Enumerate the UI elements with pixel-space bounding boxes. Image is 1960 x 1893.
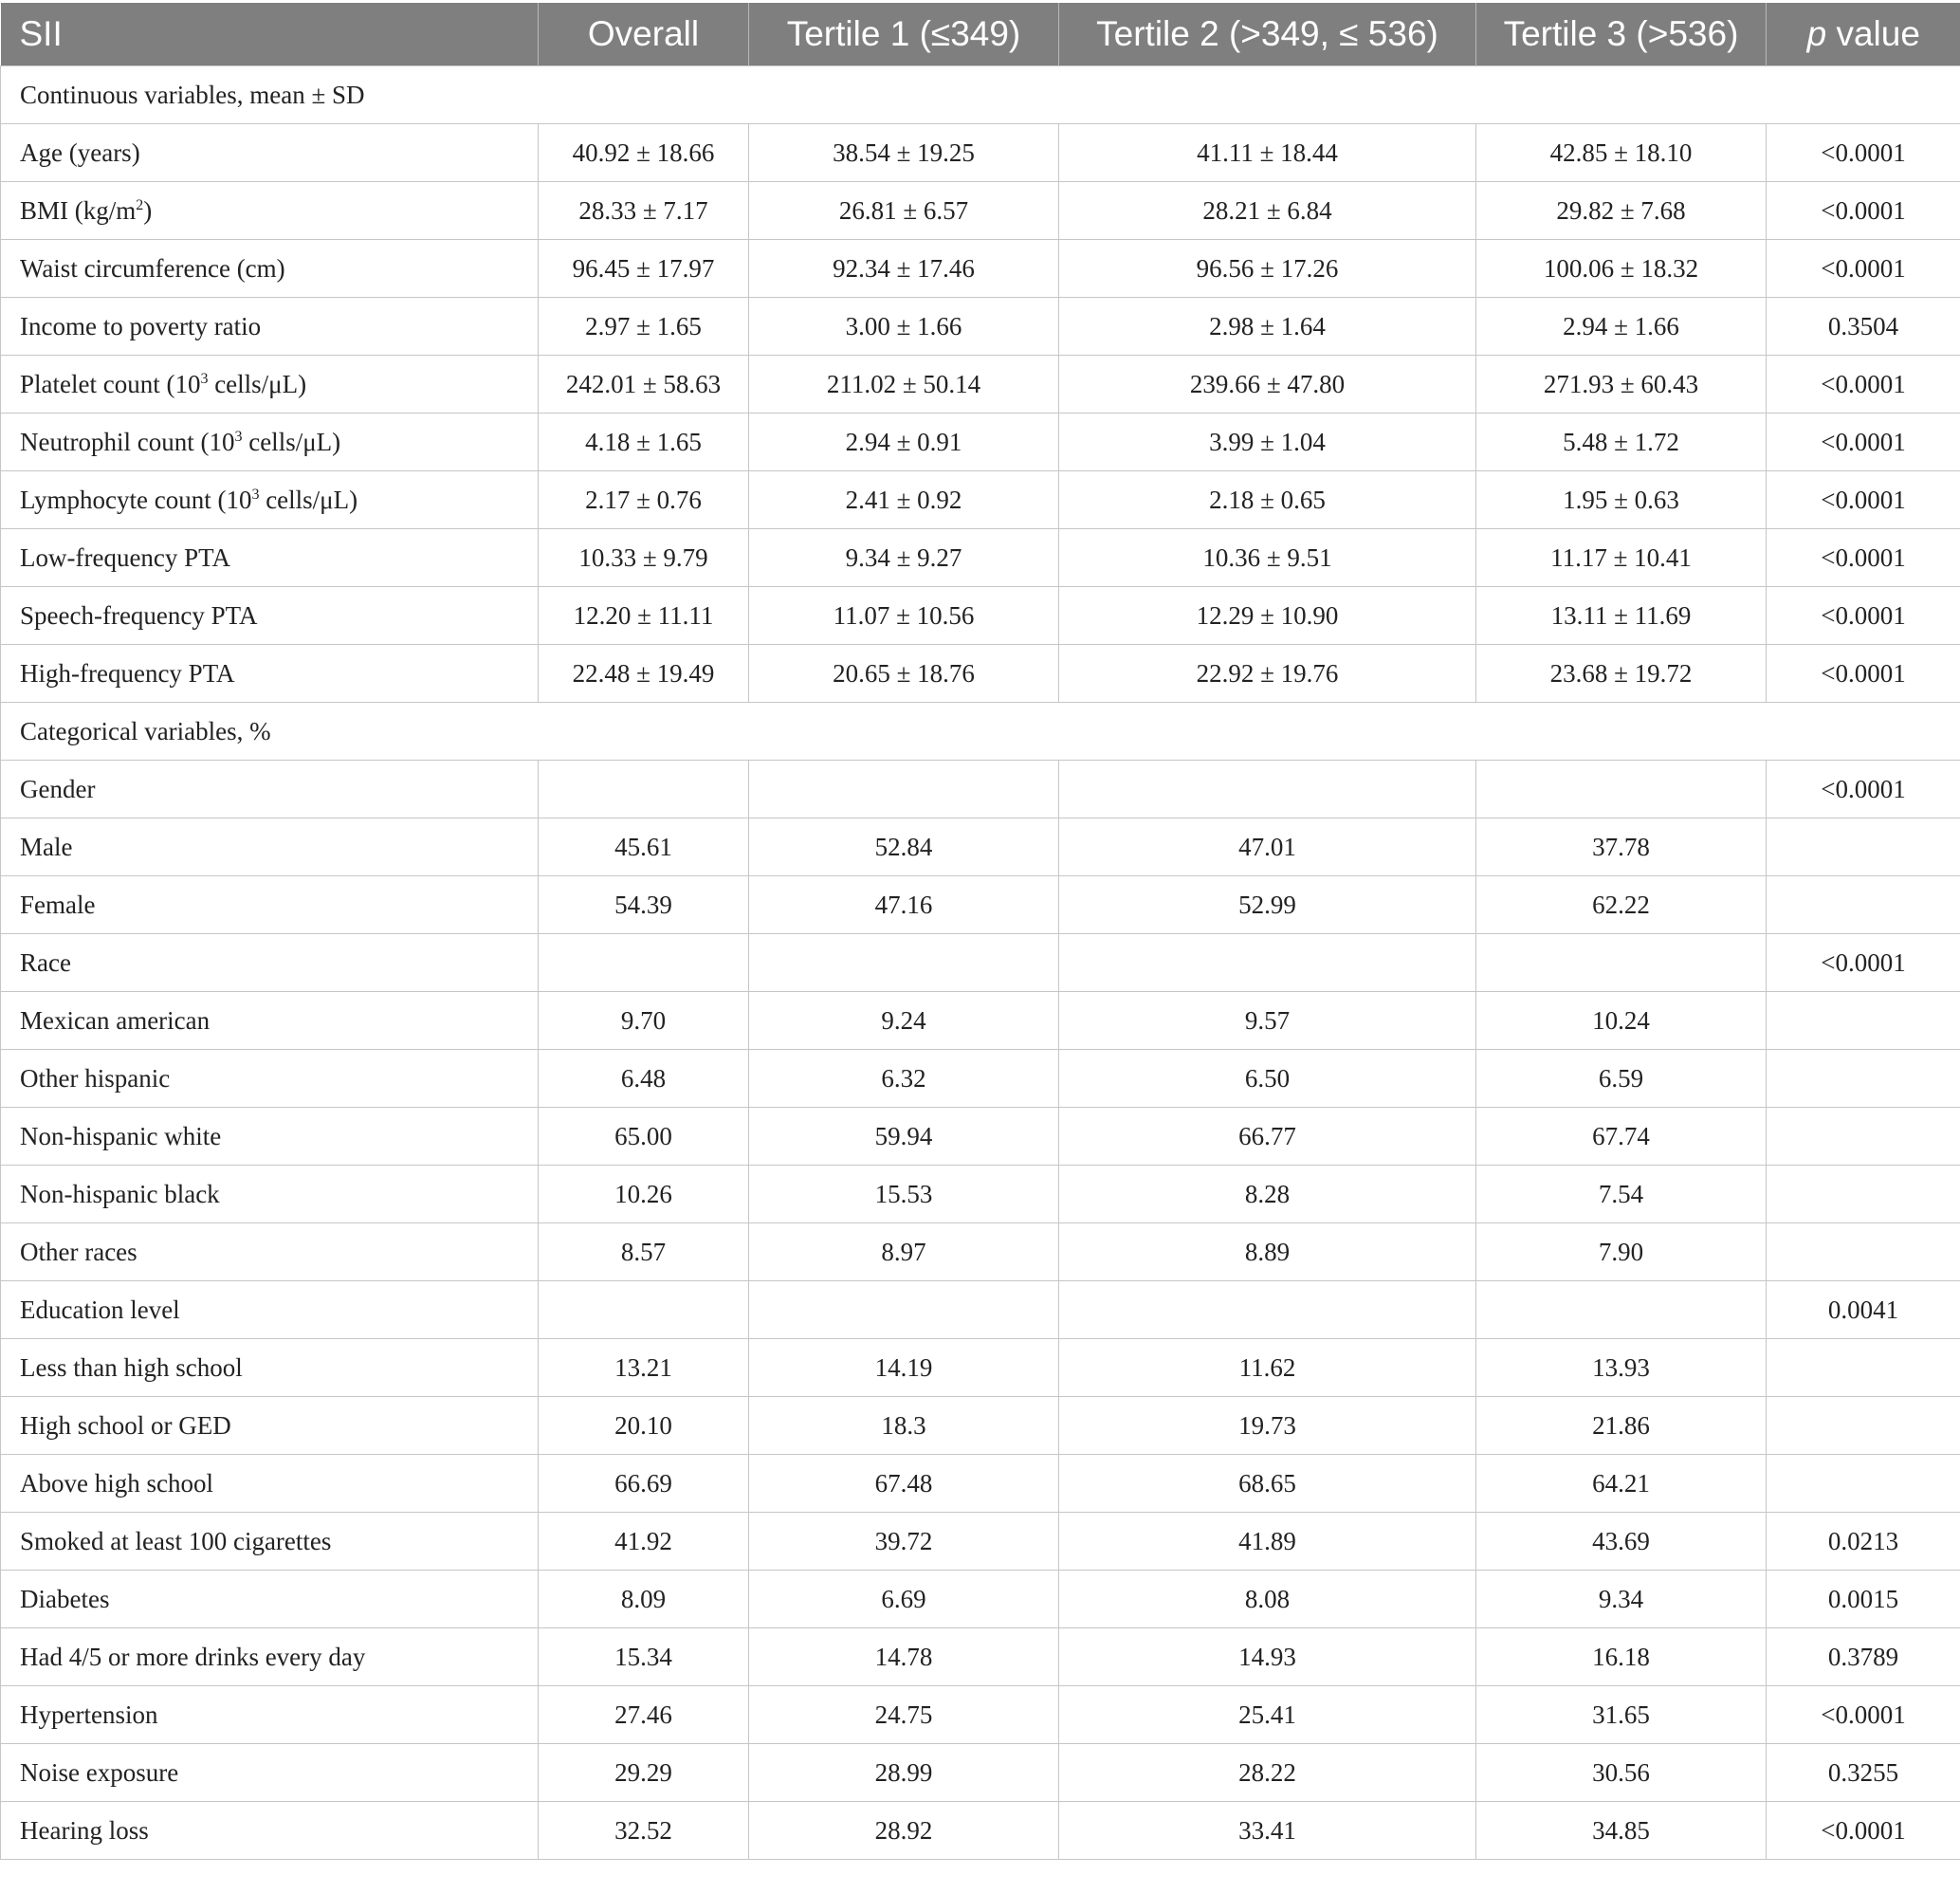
row-label-text: High school or GED: [20, 1410, 231, 1440]
row-label-text: Non-hispanic white: [20, 1121, 222, 1150]
table-row: [1, 1513, 1960, 1571]
cell-tertile-2: 6.50: [1059, 1050, 1476, 1108]
row-label-text: Income to poverty ratio: [20, 311, 262, 340]
row-label: [1, 1166, 539, 1223]
header-sii: SII: [1, 3, 539, 66]
row-label-text: Smoked at least 100 cigarettes: [20, 1526, 332, 1555]
cell-tertile-3: 13.93: [1476, 1339, 1767, 1397]
cell-overall: 65.00: [539, 1108, 749, 1166]
table-body: [1, 66, 1960, 1860]
cell-tertile-2: 47.01: [1059, 818, 1476, 876]
table-row: [1, 1166, 1960, 1223]
cell-tertile-3: 7.90: [1476, 1223, 1767, 1281]
row-label-text: Education level: [20, 1295, 180, 1324]
cell-overall: 54.39: [539, 876, 749, 934]
cell-tertile-1: 14.78: [749, 1628, 1059, 1686]
row-label: [1, 240, 539, 298]
cell-overall: 20.10: [539, 1397, 749, 1455]
cell-tertile-1: 24.75: [749, 1686, 1059, 1744]
row-label: [1, 992, 539, 1050]
cell-p-value: <0.0001: [1767, 645, 1960, 703]
cell-tertile-2: [1059, 1281, 1476, 1339]
cell-tertile-2: 41.89: [1059, 1513, 1476, 1571]
cell-tertile-3: 2.94 ± 1.66: [1476, 298, 1767, 356]
cell-tertile-1: 28.92: [749, 1802, 1059, 1860]
cell-overall: 22.48 ± 19.49: [539, 645, 749, 703]
row-label-text: Speech-frequency PTA: [20, 600, 258, 630]
cell-overall: [539, 761, 749, 818]
cell-p-value: <0.0001: [1767, 471, 1960, 529]
cell-overall: 96.45 ± 17.97: [539, 240, 749, 298]
cell-overall: 10.26: [539, 1166, 749, 1223]
row-label-text: Less than high school: [20, 1352, 243, 1382]
cell-p-value: [1767, 818, 1960, 876]
cell-tertile-2: 8.89: [1059, 1223, 1476, 1281]
row-label-text: Age (years): [20, 138, 140, 167]
cell-tertile-2: 25.41: [1059, 1686, 1476, 1744]
row-label: [1, 124, 539, 182]
cell-p-value: <0.0001: [1767, 182, 1960, 240]
row-label: [1, 818, 539, 876]
cell-overall: 242.01 ± 58.63: [539, 356, 749, 414]
cell-tertile-1: [749, 1281, 1059, 1339]
cell-p-value: [1767, 992, 1960, 1050]
row-label-superscript: 3: [200, 370, 209, 387]
cell-tertile-2: 19.73: [1059, 1397, 1476, 1455]
table-row: [1, 818, 1960, 876]
cell-tertile-1: 20.65 ± 18.76: [749, 645, 1059, 703]
cell-tertile-1: 18.3: [749, 1397, 1059, 1455]
cell-tertile-1: 28.99: [749, 1744, 1059, 1802]
row-label: [1, 182, 539, 240]
row-label-text: BMI (kg/m: [20, 195, 137, 225]
cell-p-value: <0.0001: [1767, 124, 1960, 182]
cell-p-value: <0.0001: [1767, 934, 1960, 992]
row-label-text: Race: [20, 947, 71, 977]
cell-p-value: <0.0001: [1767, 1802, 1960, 1860]
table-row: [1, 1223, 1960, 1281]
cell-tertile-3: 16.18: [1476, 1628, 1767, 1686]
cell-overall: 66.69: [539, 1455, 749, 1513]
row-label: [1, 934, 539, 992]
row-label-text: High-frequency PTA: [20, 658, 235, 688]
cell-tertile-2: 52.99: [1059, 876, 1476, 934]
row-label-text: Noise exposure: [20, 1757, 179, 1787]
row-label: [1, 529, 539, 587]
cell-p-value: <0.0001: [1767, 761, 1960, 818]
row-label-text: Hypertension: [20, 1700, 158, 1729]
cell-tertile-1: 59.94: [749, 1108, 1059, 1166]
table-row: [1, 1571, 1960, 1628]
cell-tertile-2: 12.29 ± 10.90: [1059, 587, 1476, 645]
cell-tertile-2: 3.99 ± 1.04: [1059, 414, 1476, 471]
cell-overall: 8.57: [539, 1223, 749, 1281]
section-continuous-variables-label: Continuous variables, mean ± SD: [1, 66, 1960, 124]
row-label-text: Other races: [20, 1237, 137, 1266]
cell-overall: [539, 934, 749, 992]
row-label-text: Diabetes: [20, 1584, 110, 1613]
cell-overall: 9.70: [539, 992, 749, 1050]
row-label: [1, 1744, 539, 1802]
table-row: [1, 1050, 1960, 1108]
cell-tertile-3: 271.93 ± 60.43: [1476, 356, 1767, 414]
cell-p-value: [1767, 1223, 1960, 1281]
header-p-rest: value: [1826, 14, 1920, 53]
cell-p-value: 0.3255: [1767, 1744, 1960, 1802]
cell-tertile-3: 34.85: [1476, 1802, 1767, 1860]
row-label-text: Low-frequency PTA: [20, 542, 231, 572]
row-label: [1, 1108, 539, 1166]
row-label-text: Waist circumference (cm): [20, 253, 285, 283]
cell-p-value: <0.0001: [1767, 414, 1960, 471]
cell-tertile-1: 15.53: [749, 1166, 1059, 1223]
cell-tertile-2: [1059, 761, 1476, 818]
cell-tertile-1: 6.32: [749, 1050, 1059, 1108]
row-label-text: Hearing loss: [20, 1815, 149, 1845]
cell-tertile-1: 6.69: [749, 1571, 1059, 1628]
row-label: [1, 298, 539, 356]
table-row: [1, 298, 1960, 356]
cell-overall: 27.46: [539, 1686, 749, 1744]
cell-overall: 13.21: [539, 1339, 749, 1397]
row-label: [1, 1281, 539, 1339]
cell-tertile-1: 67.48: [749, 1455, 1059, 1513]
cell-overall: 4.18 ± 1.65: [539, 414, 749, 471]
table-row: [1, 414, 1960, 471]
cell-overall: 8.09: [539, 1571, 749, 1628]
row-label: [1, 471, 539, 529]
cell-tertile-1: [749, 934, 1059, 992]
cell-tertile-1: 14.19: [749, 1339, 1059, 1397]
cell-tertile-2: 14.93: [1059, 1628, 1476, 1686]
cell-tertile-2: 28.21 ± 6.84: [1059, 182, 1476, 240]
cell-tertile-1: 47.16: [749, 876, 1059, 934]
cell-tertile-2: 239.66 ± 47.80: [1059, 356, 1476, 414]
row-label-text: Had 4/5 or more drinks every day: [20, 1642, 366, 1671]
cell-p-value: <0.0001: [1767, 1686, 1960, 1744]
cell-tertile-3: 42.85 ± 18.10: [1476, 124, 1767, 182]
row-label: [1, 1339, 539, 1397]
cell-overall: 28.33 ± 7.17: [539, 182, 749, 240]
cell-tertile-2: 11.62: [1059, 1339, 1476, 1397]
row-label: [1, 587, 539, 645]
cell-overall: 32.52: [539, 1802, 749, 1860]
row-label: [1, 1050, 539, 1108]
table-row: [1, 934, 1960, 992]
row-label: [1, 645, 539, 703]
table-row: [1, 1628, 1960, 1686]
cell-tertile-1: 9.34 ± 9.27: [749, 529, 1059, 587]
row-label: [1, 1223, 539, 1281]
cell-tertile-3: 37.78: [1476, 818, 1767, 876]
cell-overall: 45.61: [539, 818, 749, 876]
cell-tertile-1: 2.94 ± 0.91: [749, 414, 1059, 471]
table-row: [1, 471, 1960, 529]
row-label: [1, 761, 539, 818]
cell-tertile-2: 8.08: [1059, 1571, 1476, 1628]
table-row: [1, 1455, 1960, 1513]
cell-tertile-2: 33.41: [1059, 1802, 1476, 1860]
cell-overall: 40.92 ± 18.66: [539, 124, 749, 182]
row-label-text: Other hispanic: [20, 1063, 171, 1093]
cell-p-value: 0.0041: [1767, 1281, 1960, 1339]
cell-tertile-1: 26.81 ± 6.57: [749, 182, 1059, 240]
cell-tertile-2: 9.57: [1059, 992, 1476, 1050]
cell-tertile-1: 8.97: [749, 1223, 1059, 1281]
cell-overall: 41.92: [539, 1513, 749, 1571]
row-label: [1, 876, 539, 934]
cell-tertile-3: 67.74: [1476, 1108, 1767, 1166]
section-continuous-variables: [1, 66, 1960, 124]
cell-tertile-1: [749, 761, 1059, 818]
row-label: [1, 356, 539, 414]
row-label-text: Platelet count (10: [20, 369, 201, 398]
table-row: [1, 1397, 1960, 1455]
table-row: [1, 1802, 1960, 1860]
row-label: [1, 1513, 539, 1571]
cell-tertile-3: [1476, 1281, 1767, 1339]
cell-overall: [539, 1281, 749, 1339]
row-label: [1, 1455, 539, 1513]
cell-p-value: <0.0001: [1767, 240, 1960, 298]
cell-tertile-3: 9.34: [1476, 1571, 1767, 1628]
cell-tertile-3: 31.65: [1476, 1686, 1767, 1744]
cell-tertile-2: 96.56 ± 17.26: [1059, 240, 1476, 298]
section-categorical-variables: [1, 703, 1960, 761]
row-label-suffix: cells/μL): [242, 427, 341, 456]
cell-overall: 10.33 ± 9.79: [539, 529, 749, 587]
table-row: [1, 992, 1960, 1050]
cell-tertile-2: 2.98 ± 1.64: [1059, 298, 1476, 356]
table-row: [1, 356, 1960, 414]
row-label-suffix: cells/μL): [259, 485, 358, 514]
cell-p-value: [1767, 1108, 1960, 1166]
row-label-text: Female: [20, 890, 96, 919]
cell-overall: 12.20 ± 11.11: [539, 587, 749, 645]
row-label-superscript: 3: [251, 486, 260, 503]
cell-overall: 2.17 ± 0.76: [539, 471, 749, 529]
table-row: [1, 1108, 1960, 1166]
table-row: [1, 124, 1960, 182]
table-row: [1, 761, 1960, 818]
cell-tertile-3: 11.17 ± 10.41: [1476, 529, 1767, 587]
cell-tertile-1: 3.00 ± 1.66: [749, 298, 1059, 356]
cell-tertile-3: [1476, 761, 1767, 818]
cell-p-value: [1767, 1050, 1960, 1108]
header-p-letter: p: [1806, 14, 1827, 53]
row-label: [1, 1802, 539, 1860]
cell-p-value: 0.3789: [1767, 1628, 1960, 1686]
row-label-text: Neutrophil count (10: [20, 427, 235, 456]
cell-tertile-2: 66.77: [1059, 1108, 1476, 1166]
cell-overall: 2.97 ± 1.65: [539, 298, 749, 356]
table-row: [1, 182, 1960, 240]
row-label-text: Mexican american: [20, 1005, 211, 1035]
cell-tertile-2: 28.22: [1059, 1744, 1476, 1802]
table-row: [1, 1339, 1960, 1397]
table-row: [1, 529, 1960, 587]
sii-characteristics-table: [0, 3, 1960, 1860]
row-label-text: Above high school: [20, 1468, 213, 1498]
cell-tertile-3: 1.95 ± 0.63: [1476, 471, 1767, 529]
cell-tertile-1: 38.54 ± 19.25: [749, 124, 1059, 182]
cell-p-value: <0.0001: [1767, 529, 1960, 587]
cell-tertile-3: 10.24: [1476, 992, 1767, 1050]
section-categorical-variables-label: Categorical variables, %: [1, 703, 1960, 761]
row-label-suffix: ): [143, 195, 153, 225]
cell-tertile-3: 64.21: [1476, 1455, 1767, 1513]
cell-overall: 15.34: [539, 1628, 749, 1686]
cell-tertile-1: 9.24: [749, 992, 1059, 1050]
row-label: [1, 1397, 539, 1455]
cell-tertile-1: 211.02 ± 50.14: [749, 356, 1059, 414]
cell-tertile-1: 39.72: [749, 1513, 1059, 1571]
cell-tertile-2: [1059, 934, 1476, 992]
header-p-value: [1767, 3, 1960, 66]
table-header: [1, 3, 1960, 66]
table-row: [1, 876, 1960, 934]
row-label: [1, 1686, 539, 1744]
row-label: [1, 1571, 539, 1628]
cell-p-value: 0.0213: [1767, 1513, 1960, 1571]
row-label-text: Non-hispanic black: [20, 1179, 220, 1208]
cell-tertile-3: 23.68 ± 19.72: [1476, 645, 1767, 703]
cell-tertile-2: 41.11 ± 18.44: [1059, 124, 1476, 182]
cell-tertile-1: 11.07 ± 10.56: [749, 587, 1059, 645]
row-label-suffix: cells/μL): [208, 369, 307, 398]
table-row: [1, 1744, 1960, 1802]
cell-p-value: 0.0015: [1767, 1571, 1960, 1628]
table-row: [1, 1281, 1960, 1339]
header-tertile-1: Tertile 1 (≤349): [749, 3, 1059, 66]
cell-overall: 6.48: [539, 1050, 749, 1108]
cell-tertile-3: 30.56: [1476, 1744, 1767, 1802]
cell-tertile-1: 52.84: [749, 818, 1059, 876]
row-label: [1, 414, 539, 471]
row-label-text: Male: [20, 832, 73, 861]
cell-tertile-2: 2.18 ± 0.65: [1059, 471, 1476, 529]
header-tertile-2: Tertile 2 (>349, ≤ 536): [1059, 3, 1476, 66]
cell-tertile-3: 13.11 ± 11.69: [1476, 587, 1767, 645]
cell-p-value: <0.0001: [1767, 356, 1960, 414]
cell-tertile-1: 92.34 ± 17.46: [749, 240, 1059, 298]
row-label-superscript: 3: [234, 428, 243, 445]
cell-p-value: 0.3504: [1767, 298, 1960, 356]
table-row: [1, 645, 1960, 703]
cell-p-value: [1767, 1339, 1960, 1397]
table-row: [1, 1686, 1960, 1744]
table-row: [1, 240, 1960, 298]
cell-p-value: [1767, 876, 1960, 934]
cell-tertile-3: [1476, 934, 1767, 992]
cell-tertile-2: 22.92 ± 19.76: [1059, 645, 1476, 703]
cell-tertile-3: 43.69: [1476, 1513, 1767, 1571]
cell-p-value: [1767, 1397, 1960, 1455]
cell-tertile-3: 21.86: [1476, 1397, 1767, 1455]
header-tertile-3: Tertile 3 (>536): [1476, 3, 1767, 66]
cell-tertile-3: 29.82 ± 7.68: [1476, 182, 1767, 240]
cell-p-value: [1767, 1455, 1960, 1513]
cell-tertile-3: 5.48 ± 1.72: [1476, 414, 1767, 471]
row-label-text: Gender: [20, 774, 96, 803]
cell-tertile-2: 8.28: [1059, 1166, 1476, 1223]
cell-tertile-1: 2.41 ± 0.92: [749, 471, 1059, 529]
cell-p-value: <0.0001: [1767, 587, 1960, 645]
cell-tertile-3: 6.59: [1476, 1050, 1767, 1108]
cell-tertile-2: 68.65: [1059, 1455, 1476, 1513]
cell-p-value: [1767, 1166, 1960, 1223]
cell-tertile-3: 7.54: [1476, 1166, 1767, 1223]
table-row: [1, 587, 1960, 645]
header-overall: Overall: [539, 3, 749, 66]
cell-overall: 29.29: [539, 1744, 749, 1802]
row-label: [1, 1628, 539, 1686]
cell-tertile-3: 62.22: [1476, 876, 1767, 934]
cell-tertile-2: 10.36 ± 9.51: [1059, 529, 1476, 587]
row-label-superscript: 2: [136, 196, 144, 213]
row-label-text: Lymphocyte count (10: [20, 485, 252, 514]
cell-tertile-3: 100.06 ± 18.32: [1476, 240, 1767, 298]
